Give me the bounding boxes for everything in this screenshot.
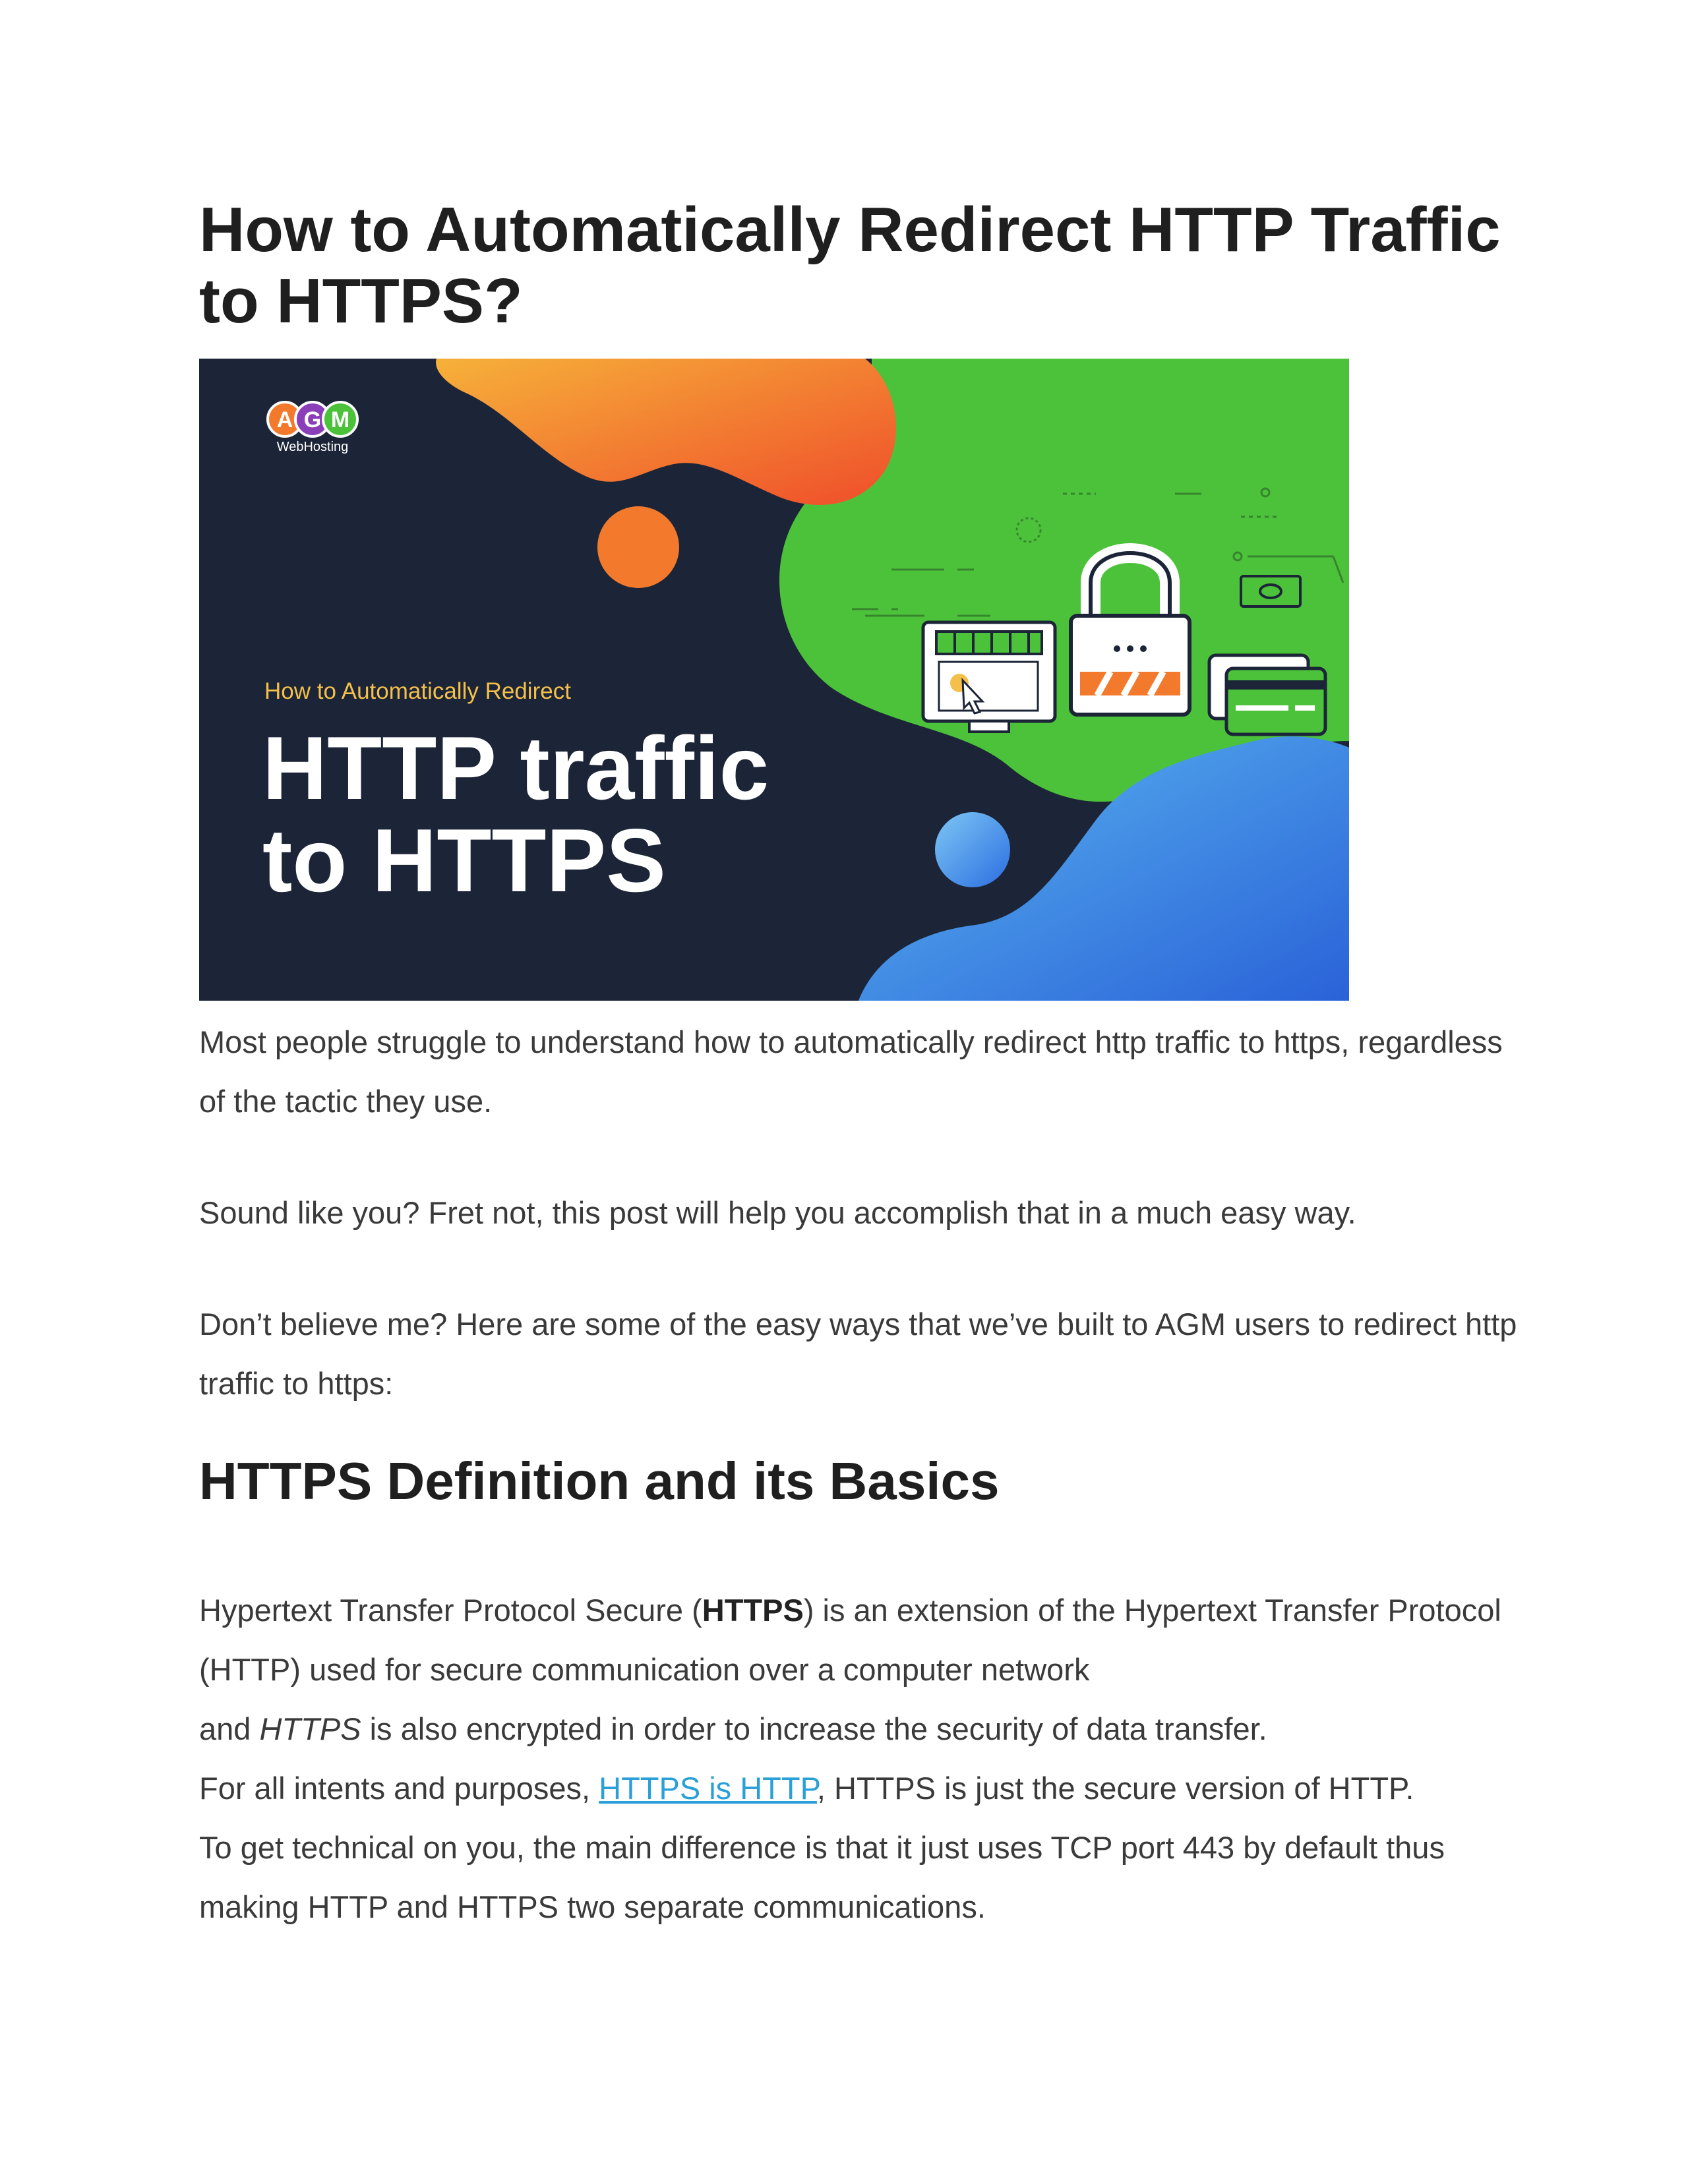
def-line5: To get technical on you, the main difference is that it just uses TCP port 443 by default thus making HTTP and HTTPS two separate communications. — [199, 1830, 1445, 1924]
def-line4-lead: For all intents and purposes, — [199, 1771, 599, 1806]
https-is-http-link[interactable]: HTTPS is HTTP — [599, 1771, 817, 1806]
logo-letter-g: G — [303, 407, 322, 432]
def-rest: ) is an extension of the Hypertext Transfer Protocol (HTTP) used for secure communication over a computer network — [199, 1593, 1501, 1687]
def-line3: is also encrypted in order to increase the security of data transfer. — [361, 1711, 1267, 1746]
hero-image — [199, 359, 1349, 1001]
orange-circle — [597, 506, 679, 588]
logo-letter-m: M — [330, 407, 350, 432]
intro-paragraph-2: Sound like you? Fret not, this post will help you accomplish that in a much easy way. — [199, 1195, 1356, 1230]
def-lead: Hypertext Transfer Protocol Secure ( — [199, 1593, 702, 1628]
def-italic-https: HTTPS — [259, 1711, 361, 1746]
credit-card-icon — [1209, 655, 1325, 734]
article-title: How to Automatically Redirect HTTP Traffic to HTTPS? — [199, 194, 1501, 336]
blue-circle — [935, 812, 1010, 887]
def-and: and — [199, 1711, 260, 1746]
def-bold-https: HTTPS — [702, 1593, 804, 1628]
intro-paragraph-3: Don’t believe me? Here are some of the easy ways that we’ve built to AGM users to redirect http traffic to https: — [199, 1307, 1517, 1401]
hero-headline-line1: HTTP traffic — [262, 718, 769, 818]
orange-blob — [436, 359, 896, 505]
logo-letter-a: A — [276, 407, 293, 432]
section-heading: HTTPS Definition and its Basics — [199, 1452, 1000, 1510]
banknote-icon — [1241, 576, 1300, 606]
intro-paragraph-1: Most people struggle to understand how to automatically redirect http traffic to https, regardless of the tactic they use. — [199, 1024, 1503, 1119]
logo-caption: WebHosting — [276, 440, 349, 454]
definition-paragraph — [199, 1581, 1518, 1937]
agm-logo — [268, 402, 357, 454]
hero-kicker: How to Automatically Redirect — [264, 678, 571, 704]
storefront-icon — [923, 622, 1055, 732]
hero-headline-line2: to HTTPS — [262, 810, 666, 910]
def-line4-rest: , HTTPS is just the secure version of HTTP. — [816, 1771, 1414, 1806]
